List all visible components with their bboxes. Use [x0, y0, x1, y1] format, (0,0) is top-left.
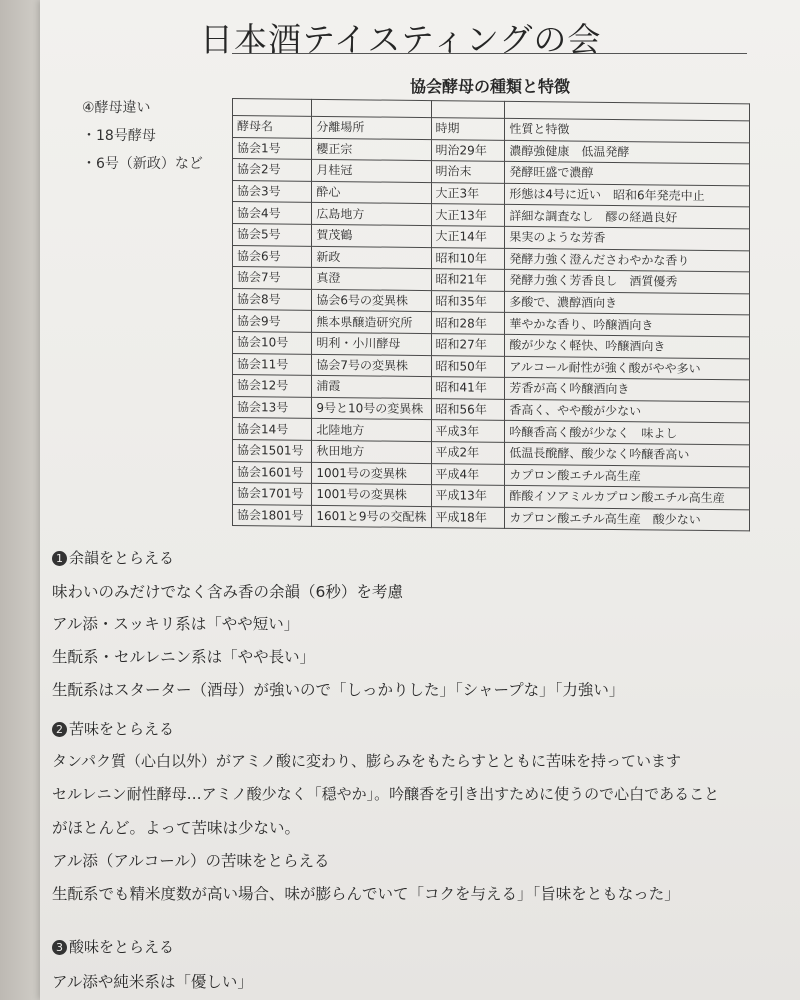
table-cell: 賀茂鶴 — [312, 224, 431, 247]
table-cell: 協会1701号 — [233, 483, 312, 505]
table-cell: 昭和21年 — [431, 269, 505, 291]
table-cell: 協会10号 — [233, 331, 312, 353]
column-header: 性質と特徴 — [505, 118, 750, 142]
table-cell: 協会9号 — [233, 310, 312, 332]
table-cell: 昭和27年 — [431, 334, 505, 356]
table-cell: 協会13号 — [233, 396, 312, 418]
table-cell: 酢酸イソアミルカプロン酸エチル高生産 — [505, 485, 750, 509]
section-1-line: 生酛系はスターター（酒母）が強いので「しっかりした」「シャープな」「力強い」 — [52, 681, 625, 699]
table-cell: 協会12号 — [233, 375, 312, 397]
table-cell: 低温長醗酵、酸少なく吟醸香高い — [505, 442, 750, 466]
section-3-line: アル添や純米系は「優しい」 — [52, 973, 253, 991]
table-cell: 昭和41年 — [431, 377, 505, 399]
table-cell: 月桂冠 — [312, 160, 431, 183]
table-cell: 協会14号 — [233, 418, 312, 440]
table-cell: 1601と9号の交配株 — [312, 505, 431, 528]
table-cell: 協会3号 — [233, 180, 312, 202]
table-cell: アルコール耐性が強く酸がやや多い — [505, 356, 750, 380]
table-cell: 濃醇強健康 低温発酵 — [505, 140, 750, 164]
table-cell: 協会2号 — [233, 159, 312, 181]
table-cell: 発酵力強く澄んださわやかな香り — [505, 248, 750, 272]
table-cell: 大正13年 — [431, 204, 505, 226]
table-cell: 平成3年 — [431, 420, 505, 442]
table-cell: 協会1601号 — [233, 461, 312, 483]
section-3-heading: 3 酸味をとらえる — [52, 936, 174, 957]
table-cell: 協会7号 — [233, 267, 312, 289]
table-cell: 平成2年 — [431, 441, 505, 463]
table-cell: 発酵力強く芳香良し 酒質優秀 — [505, 270, 750, 294]
page-title: 日本酒テイスティングの会 — [200, 20, 602, 59]
table-cell: 協会8号 — [233, 288, 312, 310]
table-cell: 吟醸香高く酸が少なく 味よし — [505, 421, 750, 445]
section-2-line: アル添（アルコール）の苦味をとらえる — [52, 852, 330, 870]
table-cell: カプロン酸エチル高生産 — [505, 464, 750, 488]
table-cell: 平成4年 — [431, 463, 505, 485]
section-1-line: 生酛系・セルレニン系は「やや長い」 — [52, 648, 316, 666]
table-cell: 昭和56年 — [431, 398, 505, 420]
section-2-line: 生酛系でも精米度数が高い場合、味が膨らんでいて「コクを与える」「旨味をともなった」 — [52, 885, 680, 903]
table-cell: 協会6号の変異株 — [312, 289, 431, 312]
table-cell: 昭和28年 — [431, 312, 505, 334]
table-cell: 1001号の変異株 — [312, 462, 431, 485]
yeast-table — [232, 98, 750, 532]
table-cell: 北陸地方 — [312, 419, 431, 442]
section-2-heading: 2 苦味をとらえる — [52, 718, 174, 739]
table-cell: 真澄 — [312, 267, 431, 290]
table-cell: 果実のような芳香 — [505, 226, 750, 250]
table-cell: 華やかな香り、吟醸酒向き — [505, 313, 750, 337]
table-cell: 熊本県醸造研究所 — [312, 311, 431, 334]
table-cell: 発酵旺盛で濃醇 — [505, 162, 750, 186]
table-cell: 大正14年 — [431, 226, 505, 248]
table-cell: 新政 — [312, 246, 431, 269]
table-cell: 協会11号 — [233, 353, 312, 375]
number-marker: 1 — [52, 551, 67, 566]
table-cell: 明治末 — [431, 161, 505, 183]
table-cell: 昭和35年 — [431, 290, 505, 312]
table-cell: 協会6号 — [233, 245, 312, 267]
table-cell: 協会4号 — [233, 202, 312, 224]
section-1-line: 味わいのみだけでなく含み香の余韻（6秒）を考慮 — [52, 583, 403, 601]
table-cell: 明治29年 — [431, 139, 505, 161]
yeast-note-heading: ④酵母違い — [82, 100, 151, 116]
yeast-note-item: ・6号（新政）など — [82, 156, 203, 172]
table-cell: 詳細な調査なし 醪の経過良好 — [505, 205, 750, 229]
table-cell: 秋田地方 — [312, 440, 431, 463]
table-cell: 広島地方 — [312, 203, 431, 226]
table-cell: カプロン酸エチル高生産 酸少ない — [505, 507, 750, 531]
table-cell: 協会7号の変異株 — [312, 354, 431, 377]
table-cell: 協会1501号 — [233, 439, 312, 461]
table-cell: 協会1801号 — [233, 504, 312, 526]
table-cell: 協会5号 — [233, 223, 312, 245]
table-cell: 平成13年 — [431, 485, 505, 507]
table-cell: 昭和10年 — [431, 247, 505, 269]
table-cell: 9号と10号の変異株 — [312, 397, 431, 420]
table-cell: 平成18年 — [431, 506, 505, 528]
column-header: 時期 — [431, 118, 505, 140]
title-underline — [232, 53, 747, 54]
table-cell: 明利・小川酵母 — [312, 332, 431, 355]
yeast-note-item: ・18号酵母 — [82, 128, 156, 144]
table-cell: 多酸で、濃醇酒向き — [505, 291, 750, 315]
number-marker: 3 — [52, 940, 67, 955]
table-cell: 櫻正宗 — [312, 138, 431, 161]
section-2-line: セルレニン耐性酵母…アミノ酸少なく「穏やか」。吟醸香を引き出すために使うので心白であること — [52, 785, 720, 803]
table-cell: 1001号の変異株 — [312, 483, 431, 506]
page-edge-shadow — [0, 0, 40, 1000]
number-marker: 2 — [52, 722, 67, 737]
table-cell: 大正3年 — [431, 182, 505, 204]
yeast-note — [82, 94, 203, 178]
section-1-line: アル添・スッキリ系は「やや短い」 — [52, 615, 300, 633]
section-2-line: タンパク質（心白以外）がアミノ酸に変わり、膨らみをもたらすとともに苦味を持っています — [52, 752, 681, 770]
section-1-heading: 1 余韻をとらえる — [52, 547, 174, 568]
table-caption: 協会酵母の種類と特徴 — [409, 77, 570, 96]
table-cell: 協会1号 — [233, 137, 312, 159]
table-cell: 浦霞 — [312, 375, 431, 398]
section-2-line: がほとんど。よって苦味は少ない。 — [52, 819, 301, 837]
table-cell: 昭和50年 — [431, 355, 505, 377]
table-cell: 芳香が高く吟醸酒向き — [505, 377, 750, 401]
table-cell: 酸が少なく軽快、吟醸酒向き — [505, 334, 750, 358]
table-cell: 酔心 — [312, 181, 431, 204]
column-header: 酵母名 — [233, 116, 312, 138]
table-cell: 形態は4号に近い 昭和6年発売中止 — [505, 183, 750, 207]
table-cell: 香高く、やや酸が少ない — [505, 399, 750, 423]
column-header: 分離場所 — [312, 116, 431, 139]
